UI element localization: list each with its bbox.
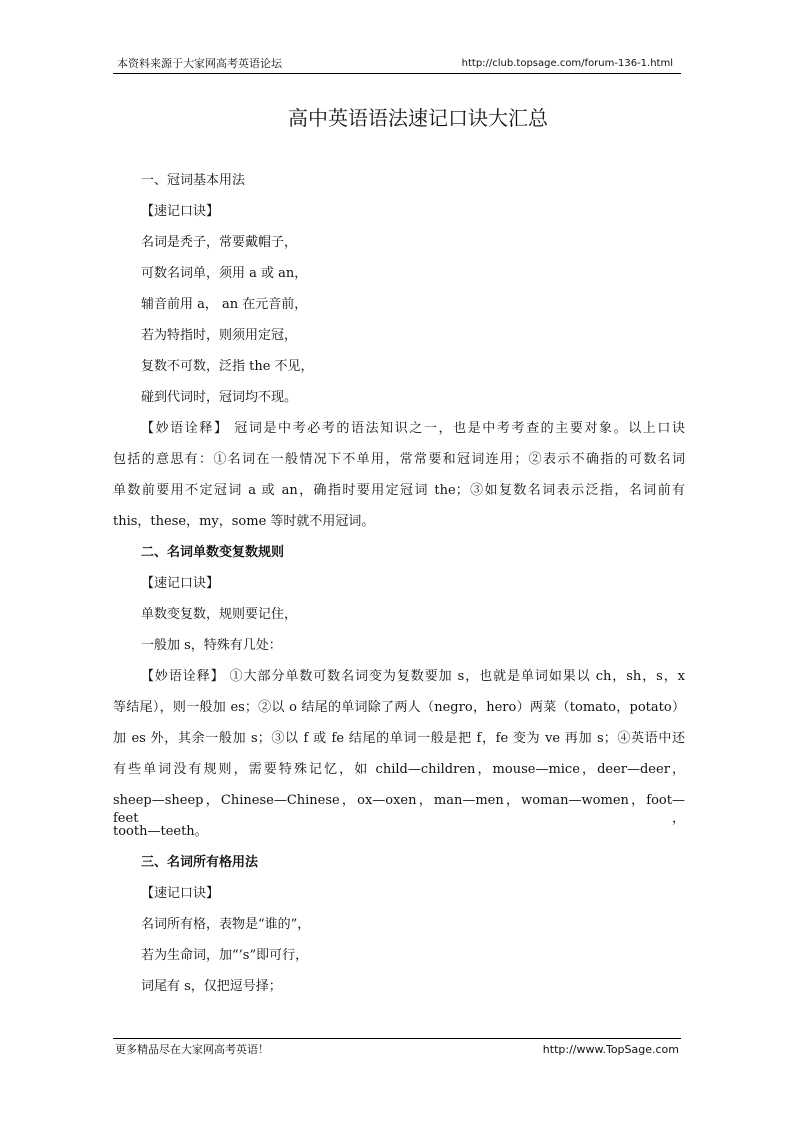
explanation-line: 加 es 外，其余一般加 s；③以 f 或 fe 结尾的单词一般是把 f，fe 变为 ve 再加 s；④英语中还 [113, 731, 685, 746]
section-heading-articles: 一、冠词基本用法 [141, 173, 246, 188]
mnemonic-line: 若为特指时，则须用定冠， [141, 328, 298, 343]
mnemonic-line: 复数不可数，泛指 the 不见， [141, 359, 314, 374]
explanation-line: 有些单词没有规则，需要特殊记忆，如 child—children，mouse—mice，deer—deer， [113, 762, 685, 777]
mnemonic-line: 若为生命词，加“’s”即可行， [141, 948, 309, 963]
mnemonic-label: 【速记口诀】 [141, 576, 220, 591]
explanation-line: 包括的意思有：①名词在一般情况下不单用，常常要和冠词连用；②表示不确指的可数名词 [113, 452, 685, 467]
mnemonic-line: 辅音前用 a， an 在元音前， [141, 297, 308, 312]
footer-promo: 更多精品尽在大家网高考英语！ [115, 1043, 269, 1056]
mnemonic-label: 【速记口诀】 [141, 204, 220, 219]
mnemonic-line: 单数变复数，规则要记住， [141, 607, 298, 622]
mnemonic-line: 名词所有格，表物是“谁的”， [141, 917, 311, 932]
page-footer [113, 1038, 681, 1057]
header-source: 本资料来源于大家网高考英语论坛 [117, 57, 282, 70]
mnemonic-line: 一般加 s，特殊有几处： [141, 638, 282, 653]
footer-url[interactable]: http://www.TopSage.com [542, 1043, 679, 1056]
mnemonic-line: 名词是秃子，常要戴帽子， [141, 235, 298, 250]
section-heading-plurals: 二、名词单数变复数规则 [141, 545, 285, 560]
mnemonic-line: 可数名词单，须用 a 或 an， [141, 266, 308, 281]
explanation-line: sheep—sheep，Chinese—Chinese，ox—oxen，man—men，woman—women，foot—feet， [113, 793, 685, 826]
mnemonic-label: 【速记口诀】 [141, 886, 220, 901]
document-title: 高中英语语法速记口诀大汇总 [288, 106, 548, 130]
explanation-line: 单数前要用不定冠词 a 或 an，确指时要用定冠词 the；③如复数名词表示泛指，名词前有 [113, 483, 685, 498]
mnemonic-line: 词尾有 s，仅把逗号择； [141, 979, 282, 994]
explanation-line: 等结尾），则一般加 es；②以 o 结尾的单词除了两人（negro，hero）两菜（tomato，potato） [113, 700, 685, 715]
explanation-line: 【妙语诠释】 ①大部分单数可数名词变为复数要加 s，也就是单词如果以 ch，sh，s，x [141, 669, 685, 684]
section-heading-possessive: 三、名词所有格用法 [141, 855, 259, 870]
explanation-line: tooth—teeth。 [113, 824, 208, 839]
mnemonic-line: 碰到代词时，冠词均不现。 [141, 390, 298, 405]
explanation-line: this，these，my，some 等时就不用冠词。 [113, 514, 375, 529]
header-url[interactable]: http://club.topsage.com/forum-136-1.html [461, 58, 673, 69]
page-header [113, 57, 681, 74]
explanation-line: 【妙语诠释】 冠词是中考必考的语法知识之一，也是中考考查的主要对象。以上口诀 [141, 421, 685, 436]
